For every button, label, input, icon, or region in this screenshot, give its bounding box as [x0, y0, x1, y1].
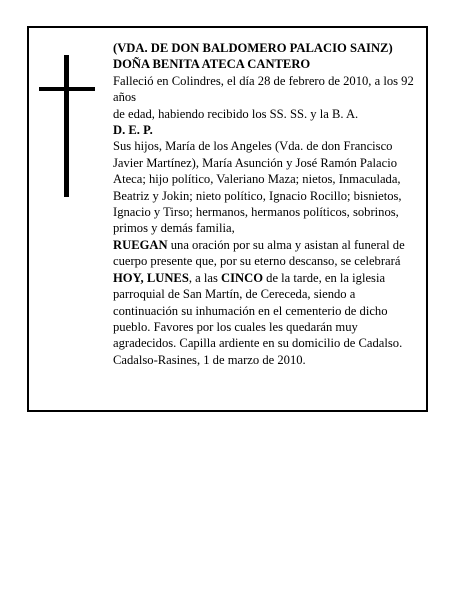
funeral-request	[113, 237, 423, 352]
sacraments-line: de edad, habiendo recibido los SS. SS. y la B. A.	[113, 106, 359, 121]
family-list: Sus hijos, María de los Angeles (Vda. de don Francisco Javier Martínez), María Asunción y José Ramón Palacio Ateca; hijo político, Valeriano Maza; nietos, Inmaculada, Beatriz y Jokin; nieto político, Ignacio Rocillo; bisnietos, Ignacio y Tirso; hermanos, hermanos políticos, sobrinos, primos y demás familia,	[113, 139, 402, 236]
place-and-date: Cadalso-Rasines, 1 de marzo de 2010.	[113, 352, 306, 367]
cross-icon	[39, 55, 95, 197]
death-announcement: Falleció en Colindres, el día 28 de febrero de 2010, a los 92 años	[113, 73, 414, 105]
day-emphasis: HOY, LUNES	[113, 270, 189, 285]
widow-of-line: (VDA. DE DON BALDOMERO PALACIO SAINZ)	[113, 41, 393, 55]
hour-emphasis: CINCO	[221, 270, 263, 285]
deceased-name: DOÑA BENITA ATECA CANTERO	[113, 57, 311, 72]
ruegan-word: RUEGAN	[113, 237, 168, 252]
cross-horizontal-bar	[39, 87, 95, 91]
cross-vertical-bar	[64, 55, 69, 197]
obituary-notice	[27, 26, 428, 412]
obituary-text	[113, 40, 423, 368]
request-text-3: de la tarde, en la iglesia parroquial de San Martín, de Cereceda, siendo a continuación su inhumación en el cementerio de dicho pueblo. Favores por los cuales les quedarán muy agradecidos. Capilla ardiente en su domicilio de Cadalso.	[113, 270, 403, 351]
request-text-1: una oración por su alma y asistan al funeral de cuerpo presente que, por su eterno descanso, se celebrará	[113, 237, 405, 269]
request-text-2: , a las	[188, 270, 222, 285]
rip-line: D. E. P.	[113, 123, 153, 138]
